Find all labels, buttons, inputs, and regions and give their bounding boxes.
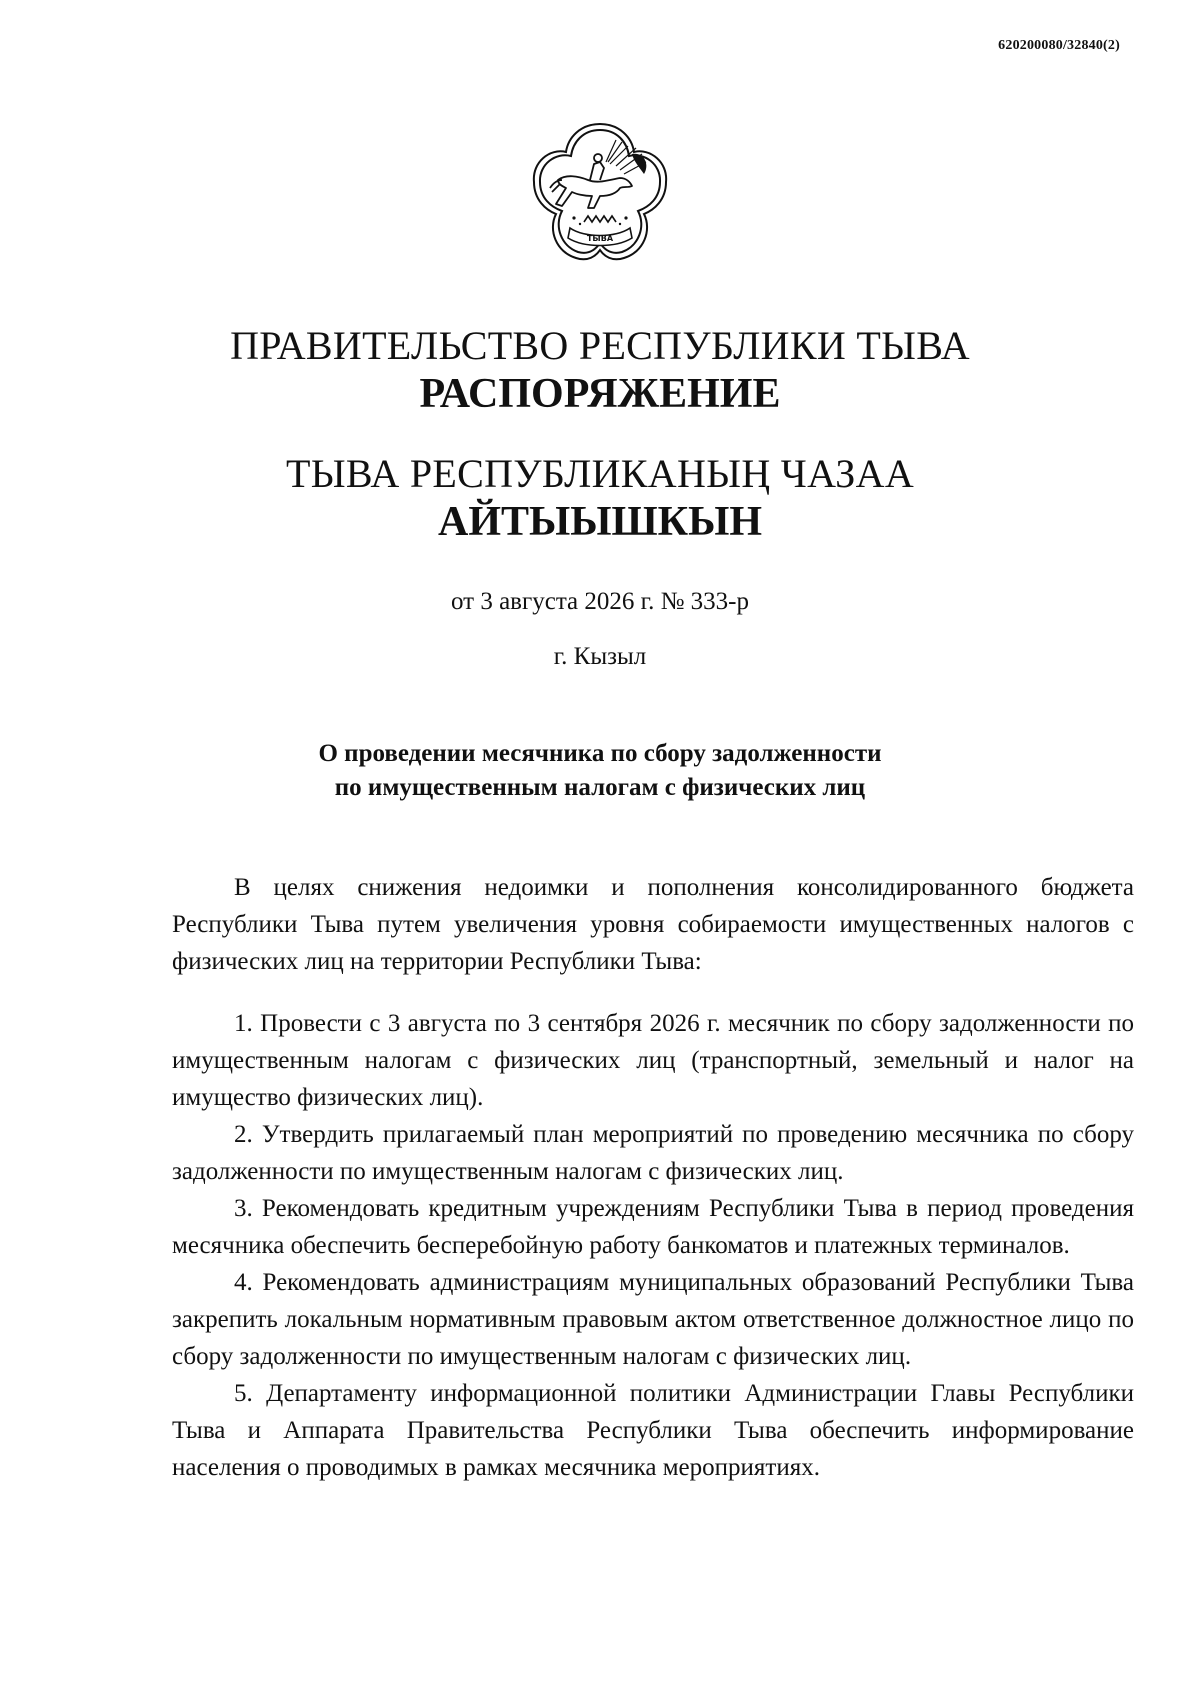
- document-id: 620200080/32840(2): [998, 38, 1120, 53]
- order-items: [172, 1005, 1134, 1486]
- tuva-coat-of-arms-icon: [528, 118, 672, 268]
- order-item: 4. Рекомендовать администрациям муниципальных образований Республики Тыва закрепить локальным нормативным правовым актом ответственное должностное лицо по сбору задолженности по имущественным налогам с физических лиц.: [172, 1269, 1134, 1370]
- preamble-paragraph: В целях снижения недоимки и пополнения консолидированного бюджета Республики Тыва путем увеличения уровня собираемости имущественных налогов с физических лиц на территории Республики Тыва:: [172, 874, 1134, 975]
- act-type-tyv: АЙТЫЫШКЫН: [438, 499, 762, 545]
- document-city: г. Кызыл: [553, 643, 647, 670]
- order-item: 5. Департаменту информационной политики Администрации Главы Республики Тыва и Аппарата Правительства Республики Тыва обеспечить информирование населения о проводимых в рамках месячника мероприятиях.: [172, 1380, 1134, 1481]
- order-item: 1. Провести с 3 августа по 3 сентября 2026 г. месячник по сбору задолженности по имущественным налогам с физических лиц (транспортный, земельный и налог на имущество физических лиц).: [172, 1010, 1134, 1111]
- order-item: 2. Утвердить прилагаемый план мероприятий по проведению месячника по сбору задолженности по имущественным налогам с физических лиц.: [172, 1121, 1134, 1185]
- document-title-line: О проведении месячника по сбору задолженности: [318, 740, 882, 767]
- document-title: [0, 737, 1200, 805]
- organization-name-tyv: ТЫВА РЕСПУБЛИКАНЫҢ ЧАЗАА: [285, 451, 915, 496]
- act-type-ru: РАСПОРЯЖЕНИЕ: [419, 371, 781, 417]
- emblem-inscription: ТЫВА: [586, 234, 614, 243]
- organization-name-ru: ПРАВИТЕЛЬСТВО РЕСПУБЛИКИ ТЫВА: [230, 323, 970, 368]
- document-title-line: по имущественным налогам с физических лиц: [334, 774, 866, 801]
- document-date-number: от 3 августа 2026 г. № 333-р: [450, 588, 750, 615]
- order-item: 3. Рекомендовать кредитным учреждениям Республики Тыва в период проведения месячника обеспечить бесперебойную работу банкоматов и платежных терминалов.: [172, 1195, 1134, 1259]
